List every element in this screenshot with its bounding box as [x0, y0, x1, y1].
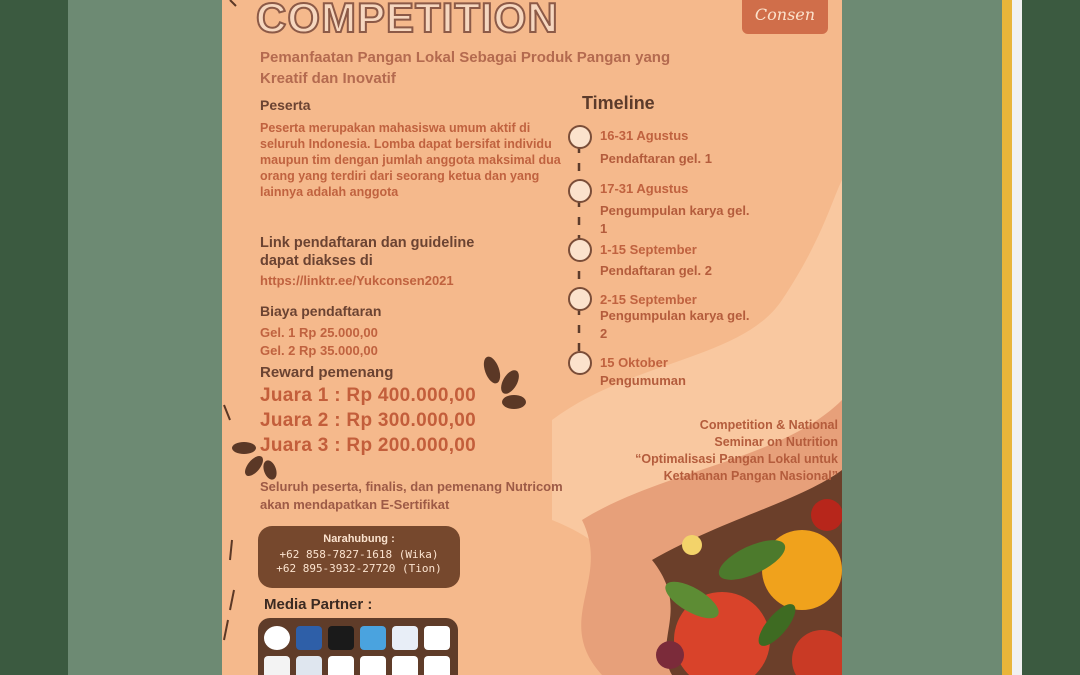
gold-border-line — [1002, 0, 1012, 675]
timeline-dot — [568, 125, 592, 149]
biaya-gel2: Gel. 2 Rp 35.000,00 — [260, 343, 378, 358]
seminar-line: Seminar on Nutrition — [714, 435, 838, 449]
link-heading: Link pendaftaran dan guideline dapat diakses di — [260, 235, 475, 269]
white-border-line — [1012, 0, 1022, 675]
partner-logo — [392, 626, 418, 650]
media-partner-heading: Media Partner : — [264, 596, 373, 613]
biaya-heading: Biaya pendaftaran — [260, 303, 382, 319]
partner-logo — [392, 656, 418, 675]
timeline-dot — [568, 287, 592, 311]
timeline-desc: Pengumpulan karya gel. 1 — [600, 203, 750, 236]
juara-2-reward: Juara 2 : Rp 300.000,00 — [260, 410, 477, 431]
partner-logo — [296, 656, 322, 675]
poster-title: COMPETITION — [256, 0, 559, 41]
timeline-dot — [568, 351, 592, 375]
consen-logo: Consen — [742, 0, 828, 34]
timeline-desc: Pengumuman — [600, 373, 686, 388]
partner-logo — [360, 626, 386, 650]
registration-link[interactable]: https://linktr.ee/Yukconsen2021 — [260, 273, 454, 288]
contact-heading: Narahubung : — [323, 533, 395, 545]
contact-line-wika: +62 858-7827-1618 (Wika) — [279, 548, 439, 561]
peserta-heading: Peserta — [260, 97, 311, 113]
partner-logo — [360, 656, 386, 675]
partner-logo — [424, 626, 450, 650]
media-partner-logos — [258, 618, 458, 675]
partner-logo — [328, 656, 354, 675]
timeline-date: 1-15 September — [600, 242, 697, 257]
partner-logo — [296, 626, 322, 650]
seminar-line: “Optimalisasi Pangan Lokal untuk — [635, 452, 838, 466]
juara-3-reward: Juara 3 : Rp 200.000,00 — [260, 435, 477, 456]
timeline-dot — [568, 238, 592, 262]
timeline-date: 15 Oktober — [600, 355, 668, 370]
timeline-desc: Pendaftaran gel. 1 — [600, 151, 712, 166]
peserta-text: Peserta merupakan mahasiswa umum aktif di seluruh Indonesia. Lomba dapat bersifat individu maupun tim dengan jumlah anggota maksimal dua orang yang terdiri dari seorang ketua dan yang lainnya adalah anggota — [260, 121, 561, 199]
biaya-gel1: Gel. 1 Rp 25.000,00 — [260, 325, 378, 340]
timeline-date: 16-31 Agustus — [600, 128, 689, 143]
seminar-line: Ketahanan Pangan Nasional” — [663, 469, 838, 483]
contact-box — [258, 526, 460, 588]
certificate-note: Seluruh peserta, finalis, dan pemenang Nutricom akan mendapatkan E-Sertifikat — [260, 479, 563, 512]
partner-logo — [264, 626, 290, 650]
leaf-accent-top — [481, 354, 526, 409]
competition-poster — [222, 0, 842, 675]
seminar-info — [584, 417, 838, 485]
timeline-heading: Timeline — [582, 93, 655, 113]
background-right — [1022, 0, 1080, 675]
partner-logo — [264, 656, 290, 675]
poster-subtitle: Pemanfaatan Pangan Lokal Sebagai Produk Pangan yang Kreatif dan Inovatif — [260, 49, 671, 87]
timeline-desc: Pengumpulan karya gel. 2 — [600, 308, 750, 341]
contact-line-tion: +62 895-3932-27720 (Tion) — [276, 562, 442, 575]
timeline-dot — [568, 179, 592, 203]
juara-1-reward: Juara 1 : Rp 400.000,00 — [260, 385, 477, 406]
background-left — [0, 0, 68, 675]
timeline-date: 2-15 September — [600, 292, 697, 307]
reward-heading: Reward pemenang — [260, 364, 394, 381]
left-dash-decoration — [224, 0, 236, 640]
partner-logo — [424, 656, 450, 675]
seminar-line: Competition & National — [699, 418, 838, 432]
timeline-desc: Pendaftaran gel. 2 — [600, 263, 712, 278]
timeline-date: 17-31 Agustus — [600, 181, 689, 196]
partner-logo — [328, 626, 354, 650]
